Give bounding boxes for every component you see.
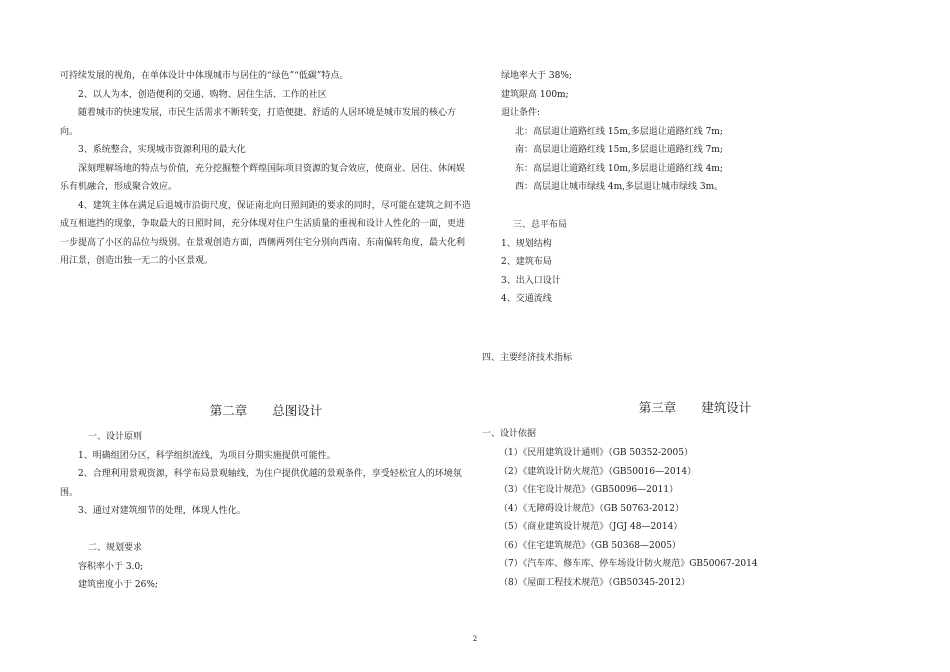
setback-item: 西：高层退让城市绿线 4m,多层退让城市绿线 3m。 [515, 182, 724, 192]
basis-item: （8）《屋面工程技术规范》（GB50345-2012） [499, 577, 691, 588]
principle-2: 2、以人为本，创造便利的交通、购物、居住生活、工作的社区 [78, 89, 327, 100]
setback-item: 东：高层退让道路红线 10m,多层退让道路红线 4m; [515, 163, 723, 174]
plan-item: 2、建筑布局 [501, 257, 552, 267]
requirement: 绿地率大于 38%; [501, 71, 572, 81]
paragraph: 深刻理解场地的特点与价值，充分挖掘整个辉煌国际项目资源的复合效应，使商业、居住、休闲娱乐有机融合，形成聚合效应。 [60, 163, 466, 192]
paragraph: 可持续发展的视角，在单体设计中体现城市与居住的“绿色”“低碳”特点。 [60, 71, 349, 81]
basis-item: （1）《民用建筑设计通则》（GB 50352-2005） [499, 448, 693, 458]
setback-item: 北：高层退让道路红线 15m,多层退让道路红线 7m; [515, 126, 723, 137]
basis-item: （5）《商业建筑设计规范》（JGJ 48—2014） [499, 522, 683, 532]
requirement: 建筑限高 100m; [501, 89, 569, 100]
basis-list [485, 444, 905, 592]
requirement: 建筑密度小于 26%; [78, 580, 158, 590]
basis-heading: 一、设计依据 [482, 429, 537, 439]
indicators-heading: 四、主要经济技术指标 [482, 353, 573, 363]
planning-section [60, 539, 472, 595]
right-column-top [485, 67, 905, 197]
page-number: 2 [472, 635, 478, 643]
paragraph: 随着城市的快速发展，市民生活需求不断转变，打造便捷、舒适的人居环境是城市发展的核心方向。 [60, 108, 457, 137]
basis-item: （7）《汽车库、修车库、停车场设计防火规范》GB50067-2014 [499, 559, 758, 569]
section-heading: 一、设计原则 [88, 432, 143, 442]
setback-item: 南：高层退让道路红线 15m,多层退让道路红线 7m; [515, 145, 723, 155]
principle-item: 1、明确组团分区，科学组织流线，为项目分期实施提供可能性。 [78, 450, 336, 461]
basis-item: （3）《住宅设计规范》（GB50096—2011） [499, 485, 679, 495]
plan-item: 1、规划结构 [501, 238, 552, 249]
basis-item: （4）《无障碍设计规范》（GB 50763-2012） [499, 503, 684, 514]
chapter-3-title: 第三章 建筑设计 [638, 400, 752, 415]
left-column-top [60, 67, 472, 271]
principle-item: 3、通过对建筑细节的处理，体现人性化。 [78, 506, 246, 516]
chapter-2-title: 第二章 总图设计 [209, 403, 323, 418]
basis-item: （6）《住宅建筑规范》（GB 50368—2005） [499, 540, 681, 551]
principle-4: 4、建筑主体在满足后退城市沿街尺度，保证南北向日照间距的要求的同时，尽可能在建筑之间不造成互相遮挡的现象，争取最大的日照时间，充分体现对住户生活质量的重视和设计人性化的一面，更进一步提高了小区的品位与级别。在景观创造方面，西侧两列住宅分别向西南、东南偏转角度，最大化利用江景，创造出独一无二的小区景观。 [60, 200, 471, 266]
principle-item: 2、合理利用景观资源，科学布局景观轴线，为住户提供优越的景观条件，享受轻松宜人的环境氛围。 [60, 469, 462, 498]
section-heading: 三、总平布局 [513, 220, 568, 230]
plan-item: 4、交通流线 [501, 294, 552, 304]
master-plan-section [485, 216, 905, 309]
principle-3: 3、系统整合，实现城市资源利用的最大化 [78, 145, 246, 155]
setback-heading: 退让条件: [501, 108, 541, 118]
plan-item: 3、出入口设计 [501, 275, 561, 286]
basis-item: （2）《建筑设计防火规范》（GB50016—2014） [499, 466, 697, 477]
requirement: 容积率小于 3.0; [78, 561, 144, 572]
design-principles-section [60, 428, 472, 521]
section-heading: 二、规划要求 [88, 543, 143, 553]
